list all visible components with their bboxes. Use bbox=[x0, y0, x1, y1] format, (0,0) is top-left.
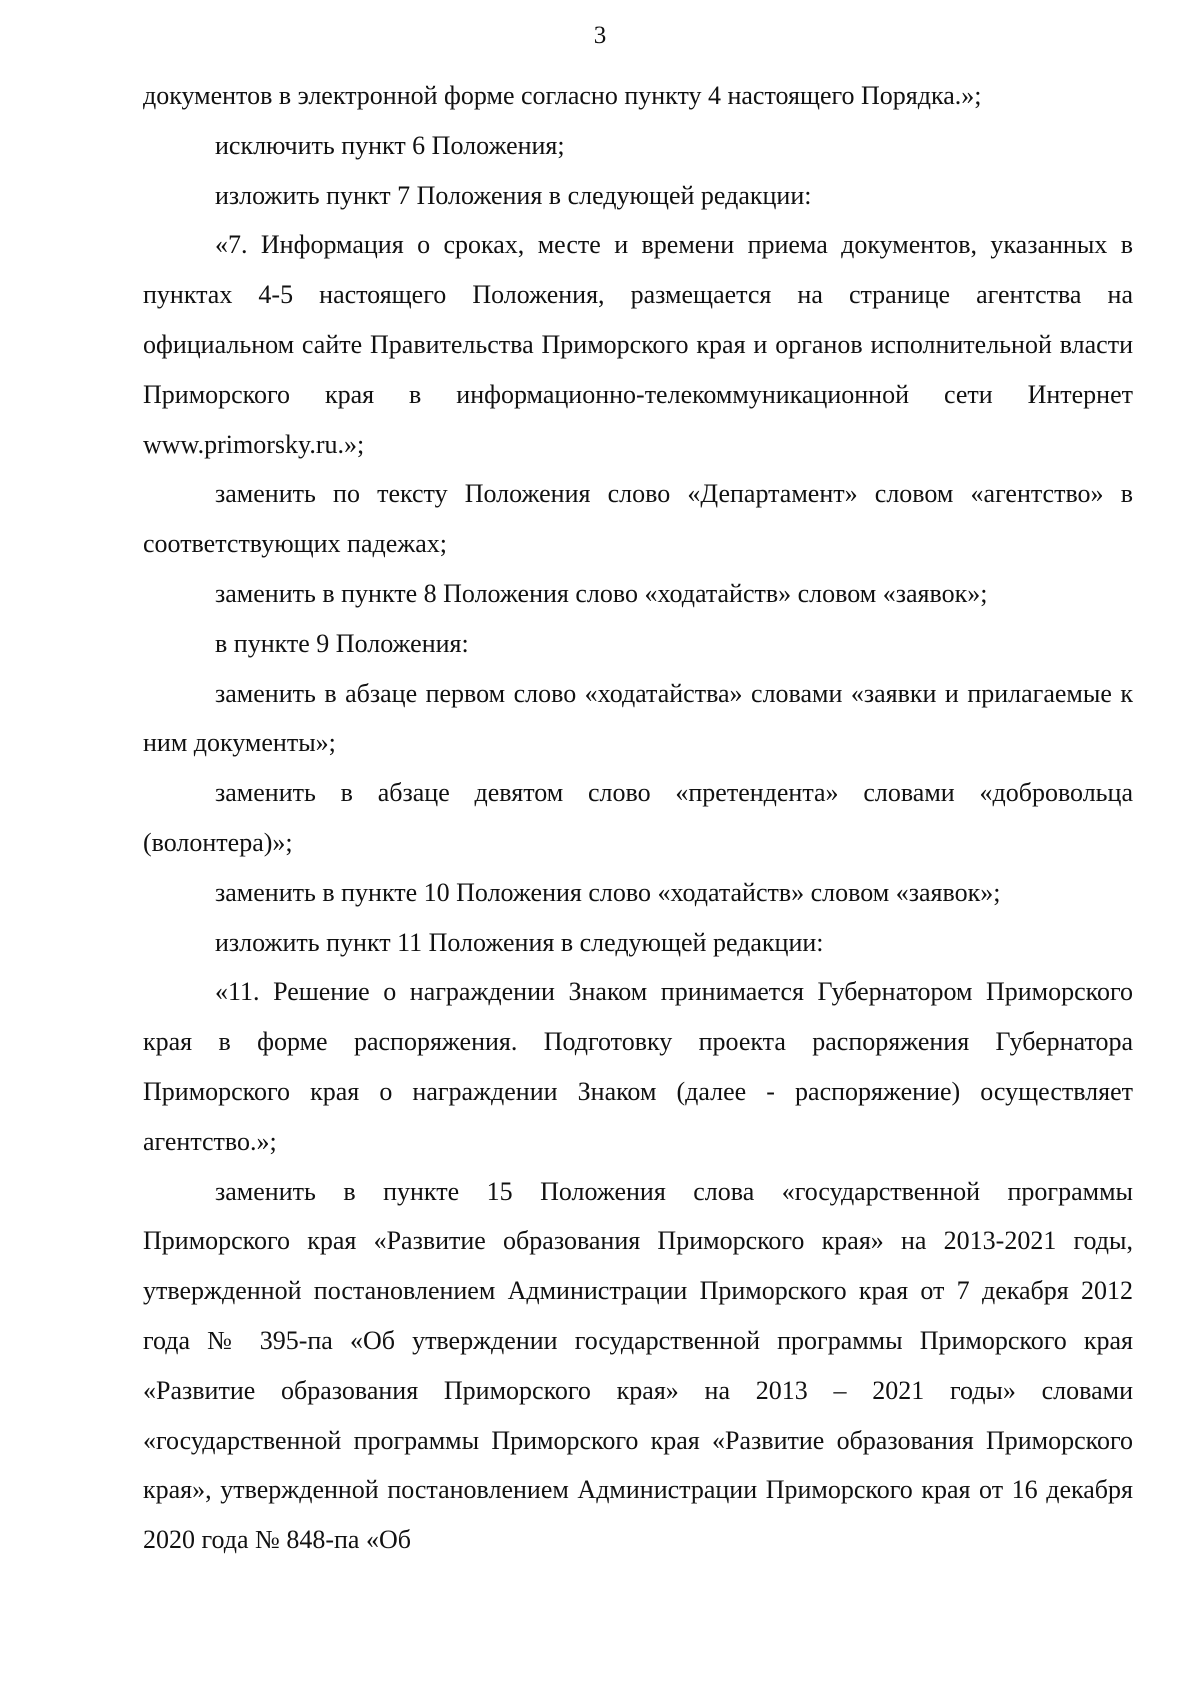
paragraph-item-11-text: «11. Решение о награждении Знаком принимается Губернатором Приморского края в форме распоряжения. Подготовку проекта распоряжения Губернатора Приморского края о награждении Знаком (далее - распоряжение) осуществляет агентство.»; bbox=[143, 977, 1133, 1156]
paragraph-item-9-ninth-abzac: заменить в абзаце девятом слово «претендента» словами «добровольца (волонтера)»; bbox=[143, 778, 1133, 857]
paragraph-replace-department: заменить по тексту Положения слово «Департамент» словом «агентство» в соответствующих падежах; bbox=[143, 479, 1133, 559]
paragraph-restate-item-7: изложить пункт 7 Положения в следующей редакции: bbox=[215, 180, 812, 210]
paragraph-item-8-replace: заменить в пункте 8 Положения слово «ходатайств» словом «заявок»; bbox=[215, 578, 988, 608]
paragraph-item-15-replace: заменить в пункте 15 Положения слова «государственной программы Приморского края «Развитие образования Приморского края» на 2013-2021 годы, утвержденной постановлением Администрации Приморского края от 7 декабря 2012 года № 395-па «Об утверждении государственной программы Приморского края «Развитие образования Приморского края» на 2013 – 2021 годы» словами «государственной программы Приморского края «Развитие образования Приморского края», утвержденной постановлением Администрации Приморского края от 16 декабря 2020 года № 848-па «Об bbox=[143, 1176, 1133, 1555]
paragraph-item-7-text: «7. Информация о сроках, месте и времени приема документов, указанных в пунктах 4-5 настоящего Положения, размещается на странице агентства на официальном сайте Правительства Приморского края и органов исполнительной власти Приморского края в информационно-телекоммуникационной сети Интернет www.primorsky.ru.»; bbox=[143, 230, 1133, 459]
paragraph-item-9-first-abzac: заменить в абзаце первом слово «ходатайства» словами «заявки и прилагаемые к ним документы»; bbox=[143, 678, 1133, 758]
paragraph-item-9-heading: в пункте 9 Положения: bbox=[215, 628, 469, 658]
paragraph-continuation: документов в электронной форме согласно пункту 4 настоящего Порядка.»; bbox=[143, 81, 982, 110]
page-number: 3 bbox=[593, 22, 607, 49]
paragraph-exclude-item-6: исключить пункт 6 Положения; bbox=[215, 130, 565, 160]
document-body bbox=[143, 71, 1133, 1565]
paragraph-restate-item-11: изложить пункт 11 Положения в следующей редакции: bbox=[215, 927, 824, 957]
paragraph-item-10-replace: заменить в пункте 10 Положения слово «ходатайств» словом «заявок»; bbox=[215, 877, 1001, 907]
